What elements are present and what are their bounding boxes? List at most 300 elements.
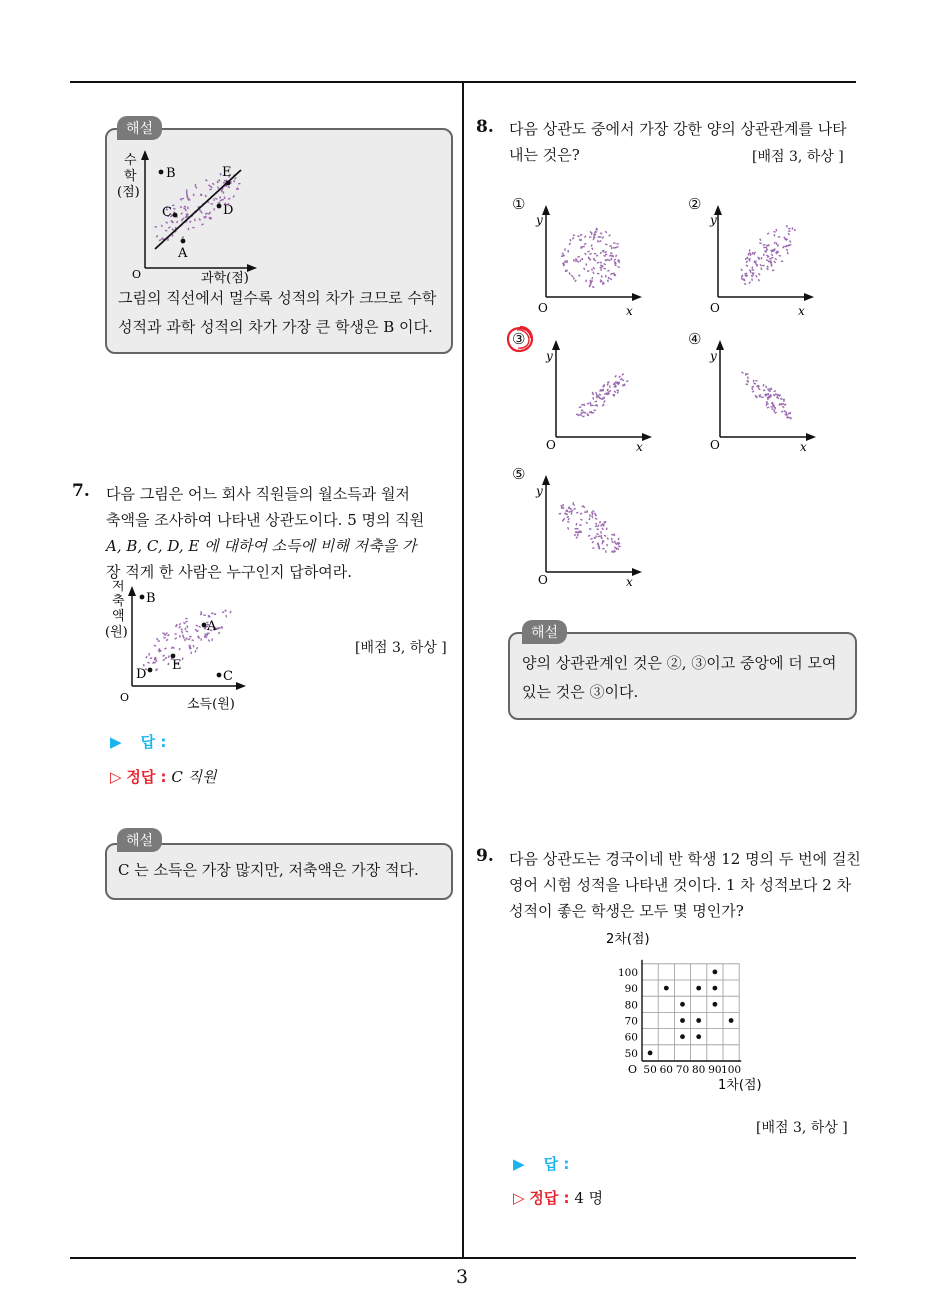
cloud-dot	[779, 256, 781, 257]
cloud-dot	[741, 372, 743, 373]
cloud-dot	[569, 272, 570, 274]
cloud-dot	[590, 404, 592, 406]
cloud-dot	[189, 645, 191, 646]
cloud-dot	[598, 536, 600, 537]
cloud-dot	[603, 268, 605, 269]
cloud-dot	[772, 403, 773, 405]
cloud-dot	[595, 518, 597, 519]
q9-data-point	[696, 1034, 701, 1039]
q9-correct-row	[513, 1187, 603, 1208]
cloud-dot	[584, 413, 586, 414]
q8-option-4[interactable]: ④	[688, 330, 702, 348]
cloud-dot	[200, 614, 202, 615]
q8-plot1-y: y	[536, 213, 543, 227]
cloud-dot	[211, 186, 213, 188]
q8-plot-4	[706, 335, 826, 455]
q6-scatter-plot	[105, 140, 453, 290]
q8-plot2-o: O	[710, 301, 720, 315]
cloud-dot	[768, 388, 769, 390]
cloud-dot	[794, 229, 795, 231]
cloud-dot	[784, 237, 785, 239]
q7-correct-label: 정답 :	[126, 768, 167, 786]
cloud-dot	[600, 280, 602, 282]
cloud-dot	[218, 632, 219, 634]
cloud-dot	[173, 208, 175, 209]
cloud-dot	[580, 513, 582, 514]
cloud-dot	[147, 662, 149, 663]
cloud-dot	[610, 278, 612, 280]
cloud-dot	[233, 195, 234, 197]
cloud-dot	[622, 380, 624, 381]
cloud-dot	[593, 267, 595, 269]
cloud-dot	[774, 261, 776, 263]
column-divider	[462, 83, 464, 1259]
cloud-dot	[611, 534, 613, 535]
cloud-dot	[604, 401, 605, 403]
cloud-dot	[584, 404, 585, 406]
cloud-dot	[197, 647, 198, 649]
cloud-dot	[771, 388, 772, 390]
cloud-dot	[591, 512, 593, 514]
cloud-dot	[569, 243, 570, 245]
cloud-dot	[193, 194, 194, 196]
cloud-dot	[215, 198, 217, 199]
cloud-dot	[609, 246, 611, 247]
cloud-dot	[164, 635, 166, 636]
q7-label-b: B	[146, 591, 156, 606]
cloud-dot	[598, 237, 600, 238]
cloud-dot	[580, 519, 582, 520]
cloud-dot	[610, 253, 612, 254]
cloud-dot	[574, 508, 576, 509]
cloud-dot	[754, 253, 755, 255]
cloud-dot	[196, 625, 198, 626]
cloud-dot	[616, 255, 617, 257]
q7-y-arrow	[128, 586, 136, 596]
cloud-dot	[784, 410, 785, 412]
q6-point-c	[173, 213, 178, 218]
cloud-dot	[594, 260, 596, 261]
cloud-dot	[192, 640, 194, 641]
cloud-dot	[168, 663, 169, 665]
cloud-dot	[602, 275, 603, 277]
cloud-dot	[741, 269, 742, 271]
cloud-dot	[741, 278, 743, 279]
cloud-dot	[181, 213, 182, 215]
cloud-dot	[226, 615, 227, 617]
cloud-dot	[220, 200, 222, 201]
cloud-dot	[220, 173, 221, 175]
cloud-dot	[220, 196, 221, 198]
q8-plot2-y: y	[710, 213, 717, 227]
cloud-dot	[777, 397, 779, 399]
cloud-dot	[597, 529, 599, 530]
cloud-dot	[598, 525, 599, 527]
cloud-dot	[776, 229, 777, 231]
q7-solution-text: C 는 소득은 가장 많지만, 저축액은 가장 적다.	[118, 861, 419, 879]
cloud-dot	[609, 255, 611, 257]
cloud-dot	[162, 237, 163, 239]
cloud-dot	[746, 381, 748, 382]
cloud-dot	[593, 235, 595, 236]
cloud-dot	[573, 235, 575, 236]
q8-plot-2	[706, 200, 826, 320]
q9-correct-value: 4 명	[574, 1189, 604, 1207]
q7-number: 7.	[72, 481, 90, 501]
cloud-dot	[592, 248, 593, 250]
q8-plot4-x: x	[800, 440, 807, 454]
cloud-dot	[578, 415, 580, 416]
cloud-dot	[602, 237, 604, 239]
cloud-dot	[172, 229, 174, 231]
cloud-dot	[592, 233, 593, 235]
q6-y-label-1: 수	[124, 153, 137, 168]
cloud-dot	[788, 413, 789, 415]
cloud-dot	[596, 229, 598, 230]
cloud-dot	[576, 537, 578, 539]
cloud-dot	[790, 241, 791, 243]
q9-y-tick: 80	[624, 999, 638, 1012]
correct-arrow-icon: ▷	[110, 768, 122, 786]
cloud-dot	[768, 393, 769, 395]
q9-data-point	[729, 1018, 734, 1023]
cloud-dot	[604, 535, 606, 537]
cloud-dot	[744, 274, 746, 275]
cloud-dot	[159, 240, 161, 241]
cloud-dot	[573, 237, 574, 239]
cloud-dot	[612, 538, 613, 540]
cloud-dot	[617, 548, 619, 550]
q9-line-2: 영어 시험 성적을 나타낸 것이다. 1 차 성적보다 2 차	[509, 876, 852, 894]
cloud-dot	[171, 221, 173, 222]
cloud-dot	[599, 241, 601, 243]
cloud-dot	[575, 532, 577, 533]
cloud-dot	[782, 406, 784, 408]
cloud-dot	[605, 244, 607, 245]
q7-point-b	[140, 595, 145, 600]
cloud-dot	[600, 521, 601, 523]
cloud-dot	[185, 621, 187, 622]
cloud-dot	[595, 231, 597, 232]
cloud-dot	[609, 235, 611, 237]
cloud-dot	[614, 275, 616, 276]
q9-x-tick: 100	[721, 1064, 742, 1076]
q7-correct-value: C 직원	[171, 768, 217, 786]
q7-y-label-3: 액	[112, 609, 125, 624]
cloud-dot	[774, 391, 776, 392]
cloud-dot	[595, 526, 597, 527]
cloud-dot	[758, 273, 760, 275]
cloud-dot	[607, 270, 609, 271]
cloud-dot	[781, 403, 782, 405]
cloud-dot	[600, 233, 602, 235]
cloud-dot	[565, 270, 566, 272]
q6-point-b	[159, 170, 164, 175]
cloud-dot	[618, 546, 620, 547]
q9-y-tick: 50	[624, 1047, 638, 1060]
q6-label-c: C	[162, 205, 172, 220]
cloud-dot	[574, 534, 576, 535]
cloud-dot	[181, 629, 182, 631]
cloud-dot	[575, 280, 577, 282]
q9-x-tick: 50	[643, 1064, 657, 1076]
cloud-dot	[182, 237, 184, 238]
cloud-dot	[774, 406, 775, 408]
cloud-dot	[760, 239, 761, 241]
q8-plot5-o: O	[538, 573, 548, 587]
q7-point-d	[148, 668, 153, 673]
cloud-dot	[570, 508, 571, 510]
q9-data-point	[713, 986, 718, 991]
cloud-dot	[571, 275, 573, 277]
cloud-dot	[781, 411, 783, 412]
cloud-dot	[592, 541, 594, 543]
cloud-dot	[608, 280, 609, 282]
q7-line-1: 다음 그림은 어느 회사 직원들의 월소득과 월저	[106, 485, 410, 503]
cloud-dot	[235, 178, 237, 180]
cloud-dot	[205, 213, 207, 214]
cloud-dot	[193, 645, 194, 647]
cloud-dot	[172, 647, 174, 648]
cloud-dot	[608, 277, 609, 279]
cloud-dot	[195, 650, 196, 652]
q7-answer-label: 답 :	[140, 733, 167, 751]
cloud-dot	[196, 187, 198, 189]
q9-line-1: 다음 상관도는 경국이네 반 학생 12 명의 두 번에 걸친	[509, 850, 861, 868]
cloud-dot	[580, 235, 582, 236]
cloud-dot	[600, 252, 602, 254]
q8-solution-line1: 양의 상관관계인 것은 ②, ③이고 중앙에 더 모여	[522, 654, 837, 672]
q7-label-e: E	[172, 658, 182, 673]
page-number: 3	[456, 1266, 469, 1288]
cloud-dot	[156, 660, 157, 662]
q9-data-point	[648, 1051, 653, 1056]
cloud-dot	[752, 275, 753, 277]
cloud-dot	[576, 523, 577, 525]
cloud-dot	[775, 394, 777, 395]
cloud-dot	[763, 245, 765, 246]
cloud-dot	[600, 262, 602, 263]
cloud-dot	[787, 249, 788, 251]
cloud-dot	[583, 506, 585, 507]
cloud-dot	[219, 179, 220, 181]
cloud-dot	[590, 283, 592, 284]
cloud-dot	[565, 261, 566, 263]
cloud-dot	[581, 412, 583, 414]
cloud-dot	[212, 639, 213, 641]
cloud-dot	[190, 221, 192, 223]
cloud-dot	[225, 610, 227, 612]
cloud-dot	[787, 252, 788, 254]
cloud-dot	[619, 376, 621, 378]
q7-line-4: 장 적게 한 사람은 누구인지 답하여라.	[106, 563, 352, 581]
q9-x-tick: 80	[692, 1064, 706, 1076]
q8-plot3-o: O	[546, 438, 556, 452]
q8-plot2-x: x	[798, 304, 805, 318]
cloud-dot	[172, 234, 173, 236]
q9-data-point	[680, 1018, 685, 1023]
cloud-dot	[766, 386, 767, 388]
cloud-dot	[568, 527, 569, 529]
cloud-dot	[607, 383, 608, 385]
cloud-dot	[166, 639, 168, 641]
q6-label-a: A	[178, 246, 188, 261]
cloud-dot	[205, 180, 207, 181]
cloud-dot	[567, 522, 569, 523]
cloud-dot	[774, 242, 775, 244]
cloud-dot	[199, 626, 201, 627]
q8-option-1[interactable]: ①	[512, 195, 526, 213]
cloud-dot	[595, 515, 597, 517]
cloud-dot	[602, 528, 603, 530]
cloud-dot	[208, 185, 210, 186]
cloud-dot	[587, 403, 589, 405]
cloud-dot	[596, 255, 598, 256]
cloud-dot	[578, 275, 580, 277]
cloud-dot	[605, 254, 607, 255]
q6-solution-tag: 해설	[117, 116, 162, 140]
cloud-dot	[760, 264, 762, 266]
cloud-dot	[745, 258, 747, 260]
cloud-dot	[212, 183, 214, 185]
q8-solution-tag: 해설	[522, 620, 567, 644]
cloud-dot	[599, 394, 601, 395]
cloud-dot	[183, 622, 185, 624]
q8-option-5[interactable]: ⑤	[512, 465, 526, 483]
cloud-dot	[603, 385, 605, 386]
cloud-dot	[771, 254, 773, 255]
q6-label-e: E	[222, 165, 232, 180]
q9-correct-label: 정답 :	[529, 1189, 570, 1207]
cloud-dot	[588, 251, 590, 252]
cloud-dot	[600, 267, 602, 269]
cloud-dot	[596, 534, 598, 535]
cloud-dot	[749, 259, 750, 261]
cloud-dot	[605, 251, 607, 253]
cloud-dot	[185, 628, 186, 630]
cloud-dot	[622, 374, 624, 376]
cloud-dot	[602, 542, 603, 544]
cloud-dot	[585, 253, 587, 255]
cloud-dot	[746, 265, 748, 266]
q7-y-label-4: (원)	[105, 625, 128, 640]
q9-line-3: 성적이 좋은 학생은 모두 몇 명인가?	[509, 902, 744, 920]
cloud-dot	[195, 629, 197, 631]
q9-answer-row	[513, 1153, 569, 1174]
cloud-dot	[744, 279, 745, 281]
cloud-dot	[750, 271, 751, 273]
cloud-dot	[576, 529, 578, 530]
cloud-dot	[783, 246, 785, 248]
q7-x-label: 소득(원)	[187, 697, 235, 712]
q7-dot-cloud	[144, 610, 232, 671]
cloud-dot	[620, 378, 622, 380]
cloud-dot	[187, 199, 189, 200]
cloud-dot	[574, 259, 575, 261]
cloud-dot	[592, 412, 594, 413]
q8-plot4-y: y	[710, 349, 717, 363]
cloud-dot	[614, 534, 615, 536]
cloud-dot	[767, 407, 769, 408]
cloud-dot	[224, 180, 226, 181]
cloud-dot	[618, 267, 620, 268]
q9-x-tick: 90	[708, 1064, 722, 1076]
q8-plot3-y: y	[546, 349, 553, 363]
q9-grid	[642, 960, 741, 1061]
q8-number: 8.	[476, 117, 494, 137]
q9-origin: O	[628, 1063, 638, 1076]
cloud-dot	[228, 186, 230, 188]
q9-data-point	[680, 1002, 685, 1007]
cloud-dot	[180, 207, 182, 208]
cloud-dot	[577, 236, 579, 237]
cloud-dot	[761, 268, 762, 270]
cloud-dot	[568, 518, 569, 520]
cloud-dot	[165, 657, 167, 658]
cloud-dot	[189, 648, 191, 649]
cloud-dot	[217, 181, 218, 183]
cloud-dot	[179, 623, 180, 625]
cloud-dot	[562, 253, 564, 255]
cloud-dot	[571, 512, 572, 514]
cloud-dot	[590, 539, 592, 540]
q8-option-3[interactable]: ③	[512, 330, 526, 348]
cloud-dot	[587, 415, 589, 416]
q9-data-point	[696, 986, 701, 991]
cloud-dot	[593, 397, 594, 399]
cloud-dot	[586, 263, 587, 265]
cloud-dot	[758, 257, 760, 258]
q9-scatter-chart	[600, 928, 770, 1098]
q6-label-d: D	[223, 203, 234, 218]
cloud-dot	[167, 635, 169, 636]
cloud-dot	[778, 244, 779, 246]
q9-y-tick: 70	[624, 1015, 638, 1028]
cloud-dot	[600, 265, 602, 266]
cloud-dot	[201, 194, 202, 196]
cloud-dot	[200, 209, 201, 211]
cloud-dot	[589, 259, 591, 260]
q7-y-label-2: 축	[112, 594, 125, 609]
cloud-dot	[609, 390, 611, 391]
q9-x-label: 1차(점)	[718, 1078, 762, 1093]
cloud-dot	[612, 541, 614, 543]
cloud-dot	[766, 247, 767, 249]
q6-y-label-2: 학	[124, 169, 137, 184]
cloud-dot	[786, 412, 787, 414]
cloud-dot	[601, 524, 602, 526]
cloud-dot	[775, 258, 777, 259]
cloud-dot	[224, 197, 225, 199]
cloud-dot	[746, 261, 747, 263]
cloud-dot	[626, 381, 628, 382]
q8-line-1: 다음 상관도 중에서 가장 강한 양의 상관관계를 나타	[509, 120, 847, 138]
cloud-dot	[567, 516, 569, 518]
q9-data-point	[713, 1002, 718, 1007]
q7-label-a: A	[207, 619, 217, 634]
q8-plot3-x: x	[636, 440, 643, 454]
cloud-dot	[154, 645, 156, 646]
cloud-dot	[602, 389, 604, 390]
cloud-dot	[218, 187, 219, 189]
q8-option-2[interactable]: ②	[688, 195, 702, 213]
q7-x-arrow	[236, 682, 246, 690]
q7-y-label-1: 저	[112, 580, 125, 594]
cloud-dot	[755, 395, 756, 397]
q9-x-tick: 60	[659, 1064, 673, 1076]
q8-plot-1	[530, 200, 650, 320]
cloud-dot	[187, 626, 188, 628]
